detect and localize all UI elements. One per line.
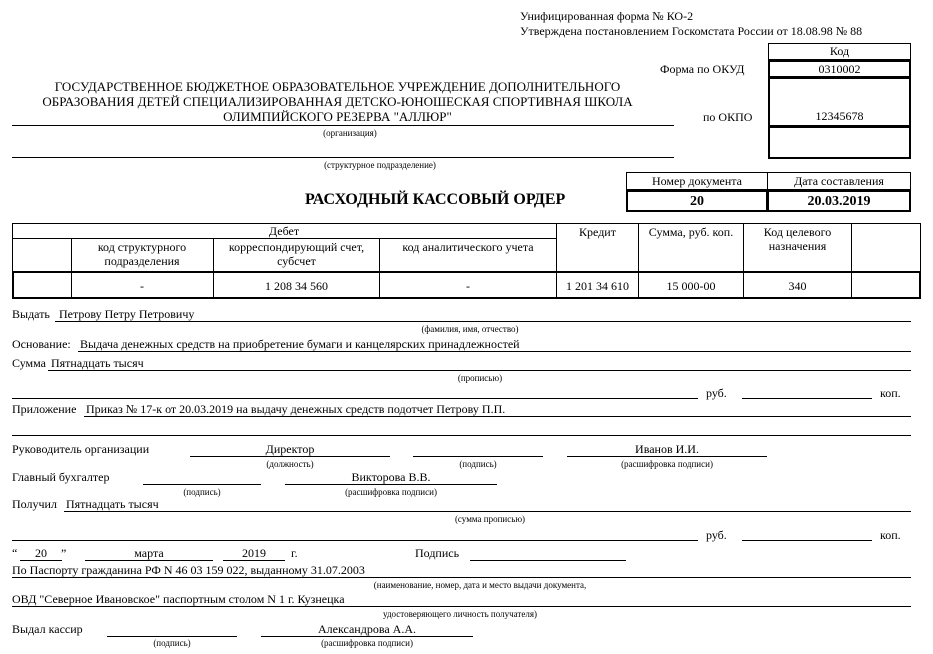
col-analytic-header: код аналитического учета [402, 240, 534, 254]
kod-header: Код [768, 43, 911, 60]
accountant-label: Главный бухгалтер [12, 470, 110, 484]
document-number: 20 [626, 190, 768, 212]
position-caption: (должность) [266, 459, 314, 469]
val-purpose: 340 [788, 279, 807, 293]
org-line3: ОЛИМПИЙСКОГО РЕЗЕРВА "АЛЛЮР" [223, 109, 452, 124]
val-credit: 1 201 34 610 [566, 279, 629, 293]
quote-close: ” [61, 546, 67, 560]
head-decode-caption: (расшифровка подписи) [621, 459, 713, 469]
head-label: Руководитель организации [12, 442, 150, 456]
sum-value: Пятнадцать тысяч [51, 356, 144, 370]
col-sum-header: Сумма, руб. коп. [648, 225, 734, 239]
sum-propis-caption: (сумма прописью) [454, 514, 526, 524]
number-label: Номер документа [626, 172, 768, 190]
val-struct: - [140, 279, 144, 293]
received-label: Получил [12, 497, 57, 511]
okpo-value: 12345678 [768, 78, 911, 126]
passport-value: По Паспорту гражданина РФ N 46 03 159 022, выданному 31.07.2003 [12, 563, 365, 577]
fio-caption: (фамилия, имя, отчество) [421, 324, 519, 334]
form-title-line2: Утверждена постановлением Госкомстата России от 18.08.98 № 88 [520, 24, 863, 38]
org-line2: ОБРАЗОВАНИЯ ДЕТЕЙ СПЕЦИАЛИЗИРОВАННАЯ ДЕТСКО-ЮНОШЕСКАЯ СПОРТИВНАЯ ШКОЛА [42, 94, 633, 109]
signature-label: Подпись [415, 546, 460, 560]
okud-label: Форма по ОКУД [660, 62, 745, 76]
attachment-label: Приложение [12, 402, 77, 416]
passport-caption: (наименование, номер, дата и место выдачи документа, [373, 580, 587, 590]
val-corr: 1 208 34 560 [265, 279, 328, 293]
issue-label: Выдать [12, 307, 50, 321]
head-name: Иванов И.И. [635, 442, 699, 456]
accountant-sign-caption: (подпись) [183, 487, 221, 497]
issuer-value: ОВД "Северное Ивановское" паспортным столом N 1 г. Кузнецка [12, 592, 345, 606]
val-analytic: - [466, 279, 470, 293]
kop-label-2: коп. [880, 528, 901, 542]
year: 2019 [242, 546, 266, 560]
document-title: РАСХОДНЫЙ КАССОВЫЙ ОРДЕР [305, 191, 566, 208]
date-label: Дата составления [767, 172, 911, 190]
accountant-decode-caption: (расшифровка подписи) [345, 487, 437, 497]
cashier-sign-caption: (подпись) [153, 638, 191, 648]
identity-caption: удостоверяющего личность получателя) [383, 609, 537, 619]
subdivision-caption: (структурное подразделение) [324, 160, 436, 170]
org-caption: (организация) [323, 128, 377, 138]
col-struct-header: код структурного подразделения [97, 240, 187, 268]
kop-label-1: коп. [880, 386, 901, 400]
day: 20 [35, 546, 47, 560]
basis-value: Выдача денежных средств на приобретение бумаги и канцелярских принадлежностей [80, 337, 520, 351]
form-title-line1: Унифицированная форма № КО-2 [520, 9, 694, 23]
basis-label: Основание: [12, 337, 71, 351]
document-date: 20.03.2019 [767, 190, 911, 212]
cashier-decode-caption: (расшифровка подписи) [321, 638, 413, 648]
propis-caption: (прописью) [457, 373, 503, 383]
rub-label-2: руб. [706, 528, 727, 542]
month: марта [134, 546, 164, 560]
code-empty-box [768, 126, 911, 159]
cashier-label: Выдал кассир [12, 622, 83, 636]
head-position: Директор [265, 442, 315, 456]
org-line1: ГОСУДАРСТВЕННОЕ БЮДЖЕТНОЕ ОБРАЗОВАТЕЛЬНОЕ УЧРЕЖДЕНИЕ ДОПОЛНИТЕЛЬНОГО [54, 79, 621, 94]
head-sign-caption: (подпись) [459, 459, 497, 469]
rub-label-1: руб. [706, 386, 727, 400]
cashier-name: Александрова А.А. [317, 622, 416, 636]
col-corr-header: корреспондирующий счет, субсчет [228, 240, 365, 268]
val-sum: 15 000-00 [666, 279, 716, 293]
attachment-value: Приказ № 17-к от 20.03.2019 на выдачу денежных средств подотчет Петрову П.П. [86, 402, 506, 416]
issue-value: Петрову Петру Петровичу [59, 307, 195, 321]
sum-label: Сумма [12, 356, 46, 370]
col-purpose-header: Код целевого назначения [763, 225, 832, 253]
okpo-label: по ОКПО [703, 110, 753, 124]
okud-value: 0310002 [768, 60, 911, 78]
debit-header: Дебет [268, 224, 300, 238]
col-credit-header: Кредит [579, 225, 616, 239]
quote-open: “ [12, 546, 18, 560]
received-value: Пятнадцать тысяч [66, 497, 159, 511]
year-suffix: г. [291, 546, 298, 560]
accountant-name: Викторова В.В. [351, 470, 431, 484]
